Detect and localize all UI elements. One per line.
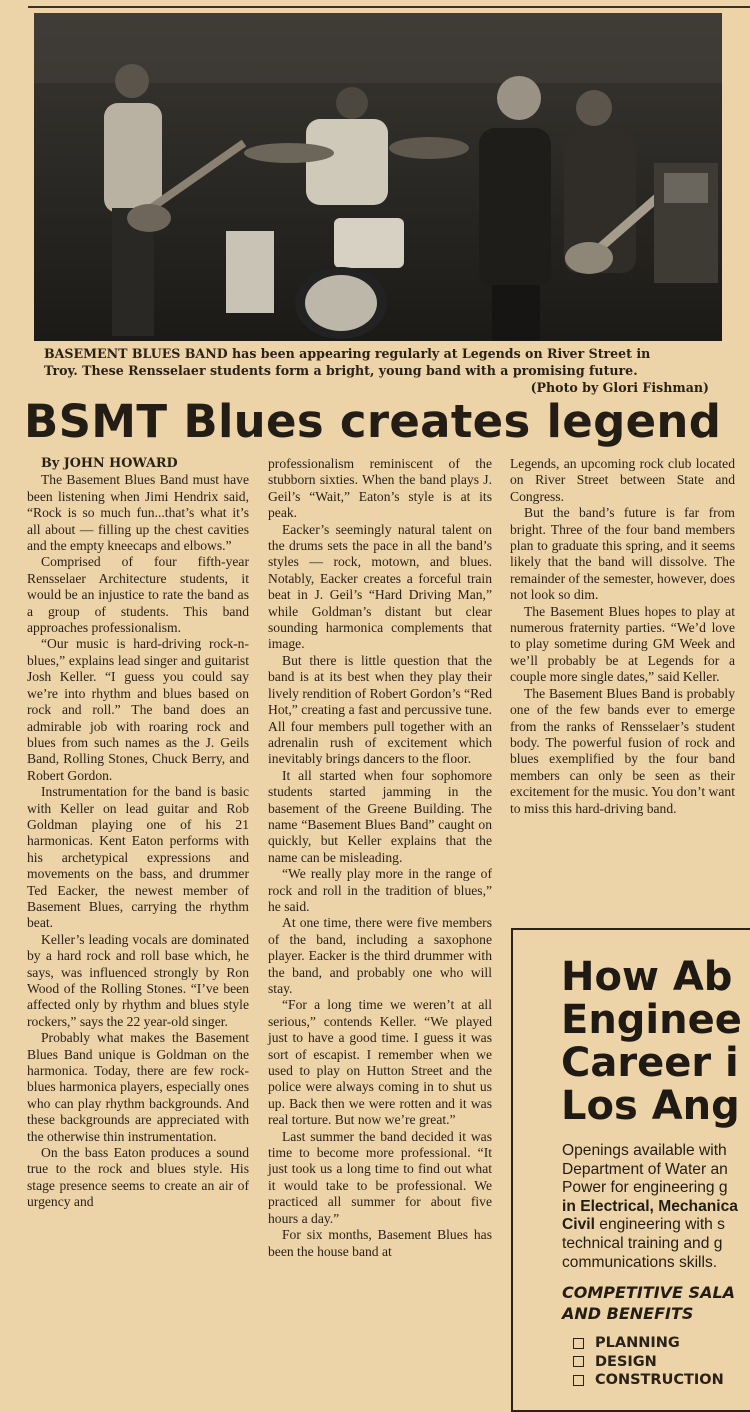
checklist-item — [573, 1371, 750, 1390]
photo-credit: (Photo by Glori Fishman) — [530, 380, 709, 395]
paragraph: At one time, there were five members of the band, including a saxophone player. Eacker is the third drummer with the band, and probably one who will stay. — [268, 915, 492, 996]
caption-line-2: Troy. These Rensselaer students form a bright, young band with a promising future. — [44, 363, 638, 378]
checkbox-icon — [573, 1375, 584, 1386]
ad-checklist — [573, 1334, 750, 1390]
checkbox-icon — [573, 1338, 584, 1349]
ad-body-line: technical training and g — [562, 1234, 723, 1252]
ad-headline — [561, 956, 750, 1128]
ad-benefits-heading — [562, 1282, 750, 1324]
ad-benefits-line: AND BENEFITS — [562, 1304, 694, 1323]
article-column-1 — [27, 456, 249, 1211]
paragraph: Keller’s leading vocals are dominated by a hard rock and roll base which, he says, was influenced strongly by Ron Wood of the Rolling Stones. “I’ve been affected only by rhythm and blues style rockers,” says the 22 year-old singer. — [27, 931, 249, 1029]
ad-headline-line: How Ab — [561, 954, 733, 1000]
paragraph: Eacker’s seemingly natural talent on the drums sets the pace in all the band’s styles — rock, motown, and blues. Notably, Eacker creates a forceful train beat in J. Geil’s “Hard Driving Man,” while Goldman’s distant but clear sounding harmonica complements that image. — [268, 521, 492, 652]
paragraph: But there is little question that the band is at its best when they play their lively rendition of Robert Gordon’s “Red Hot,” creating a fast and percussive tune. All four members pull together with an adrenalin rush of excitement which inevitably brings dancers to the floor. — [268, 652, 492, 767]
paragraph: It all started when four sophomore students started jamming in the basement of the Greene Building. The name “Basement Blues Band” caught on quickly, but Keller explains that the name can be misleading. — [268, 767, 492, 865]
ad-benefits-line: COMPETITIVE SALA — [562, 1283, 736, 1302]
paragraph: Probably what makes the Basement Blues Band unique is Goldman on the harmonica. Today, there are few rock-blues harmonica players, especially ones who can play rhythm backgrounds. And these backgrounds are appreciated with the otherwise thin instrumentation. — [27, 1030, 249, 1144]
caption-line-1: BASEMENT BLUES BAND has been appearing regularly at Legends on River Street in — [44, 346, 651, 361]
checklist-label: PLANNING — [595, 1335, 680, 1351]
checklist-item — [573, 1353, 750, 1372]
page-top-edge — [28, 0, 750, 8]
article-column-3 — [510, 456, 735, 817]
ad-headline-line: Career i — [561, 1040, 739, 1086]
paragraph: “We really play more in the range of rock and roll in the tradition of blues,” he said. — [268, 866, 492, 914]
paragraph: Instrumentation for the band is basic with Keller on lead guitar and Rob Goldman playing one of his 21 harmonicas. Kent Eaton performs with his archetypical expressions and movements on the bass, and drummer Ted Eacker, the newest member of Basement Blues, carrying the rhythm beat. — [27, 784, 249, 931]
ad-headline-line: Enginee — [561, 997, 742, 1043]
photo-caption — [44, 345, 709, 396]
paragraph: Last summer the band decided it was time to become more professional. “It just took us a long time to find out what it would take to be professional. We practiced all summer for about five hours a day.” — [268, 1128, 492, 1226]
article-headline: BSMT Blues creates legend — [24, 395, 722, 448]
paragraph: The Basement Blues Band is probably one of the few bands ever to emerge from the ranks of Rensselaer’s student body. The powerful fusion of rock and blues exemplified by the four band members can only be seen as their excitement for the music. You don’t want to miss this hard-driving band. — [510, 685, 735, 816]
paragraph: “For a long time we weren’t at all serious,” contends Keller. “We played just to have a good time. I guess it was sort of escapist. I remember when we used to play on Hutton Street and the police were always coming in to shut us up. Back then we were rotten and it was real torture. But now we’re great.” — [268, 997, 492, 1128]
byline: By JOHN HOWARD — [41, 456, 178, 471]
ad-body-text: engineering with s — [594, 1216, 725, 1234]
paragraph: But the band’s future is far from bright. Three of the four band members plan to graduate this spring, and it seems likely that the band will dissolve. The remainder of the semester, however, does not look so dim. — [510, 505, 736, 603]
checklist-item — [573, 1334, 750, 1353]
paragraph: “Our music is hard-driving rock-n-blues,” explains lead singer and guitarist Josh Keller. “I guess you could say we’re into rhythm and blues based on rock and roll.” The band does an admirable job with roaring rock and blues from such names as the J. Geils Band, Rolling Stones, Chuck Berry, and Robert Gordon. — [27, 636, 249, 783]
paragraph: The Basement Blues hopes to play at numerous fraternity parties. “We’d love to play sometime during GM Week and we’ll probably be at Legends for a couple more single dates,” said Keller. — [510, 603, 735, 685]
ad-body-line: Department of Water an — [562, 1160, 728, 1178]
paragraph: Legends, an upcoming rock club located on River Street between State and Congress. — [510, 456, 735, 504]
ad-body-line: communications skills. — [562, 1253, 718, 1271]
checkbox-icon — [573, 1356, 584, 1367]
paragraph: For six months, Basement Blues has been the house band at — [268, 1227, 492, 1259]
paragraph: On the bass Eaton produces a sound true to the rock and blues style. His stage presence seems to create an air of urgency and — [27, 1145, 249, 1210]
ad-body-line — [562, 1198, 750, 1217]
ad-body — [562, 1142, 750, 1272]
checklist-label: CONSTRUCTION — [595, 1372, 724, 1388]
paragraph: The Basement Blues Band must have been listening when Jimi Hendrix said, “Rock is so much fun...that’s what it’s all about — filling up the chest cavities and the empty kneecaps and elbows.” — [27, 472, 249, 554]
ad-body-line: Power for engineering g — [562, 1179, 728, 1197]
article-column-2 — [268, 456, 492, 1260]
ad-body-bold: Civil — [562, 1216, 595, 1234]
checklist-label: DESIGN — [595, 1353, 657, 1370]
paragraph: professionalism reminiscent of the stubborn sixties. When the band plays J. Geil’s “Wait,” Eaton’s style is at its peak. — [268, 456, 492, 521]
engineering-career-ad — [511, 928, 750, 1412]
paragraph: Comprised of four fifth-year Rensselaer Architecture students, it would be an injustice to rate the band as a group of students. This band approaches professionalism. — [27, 554, 249, 636]
ad-body-bold: in Electrical, Mechanica — [562, 1197, 738, 1215]
ad-headline-line: Los Ang — [561, 1083, 740, 1129]
ad-body-line — [562, 1216, 750, 1235]
ad-body-line: Openings available with — [562, 1142, 727, 1159]
band-photo — [34, 13, 722, 341]
